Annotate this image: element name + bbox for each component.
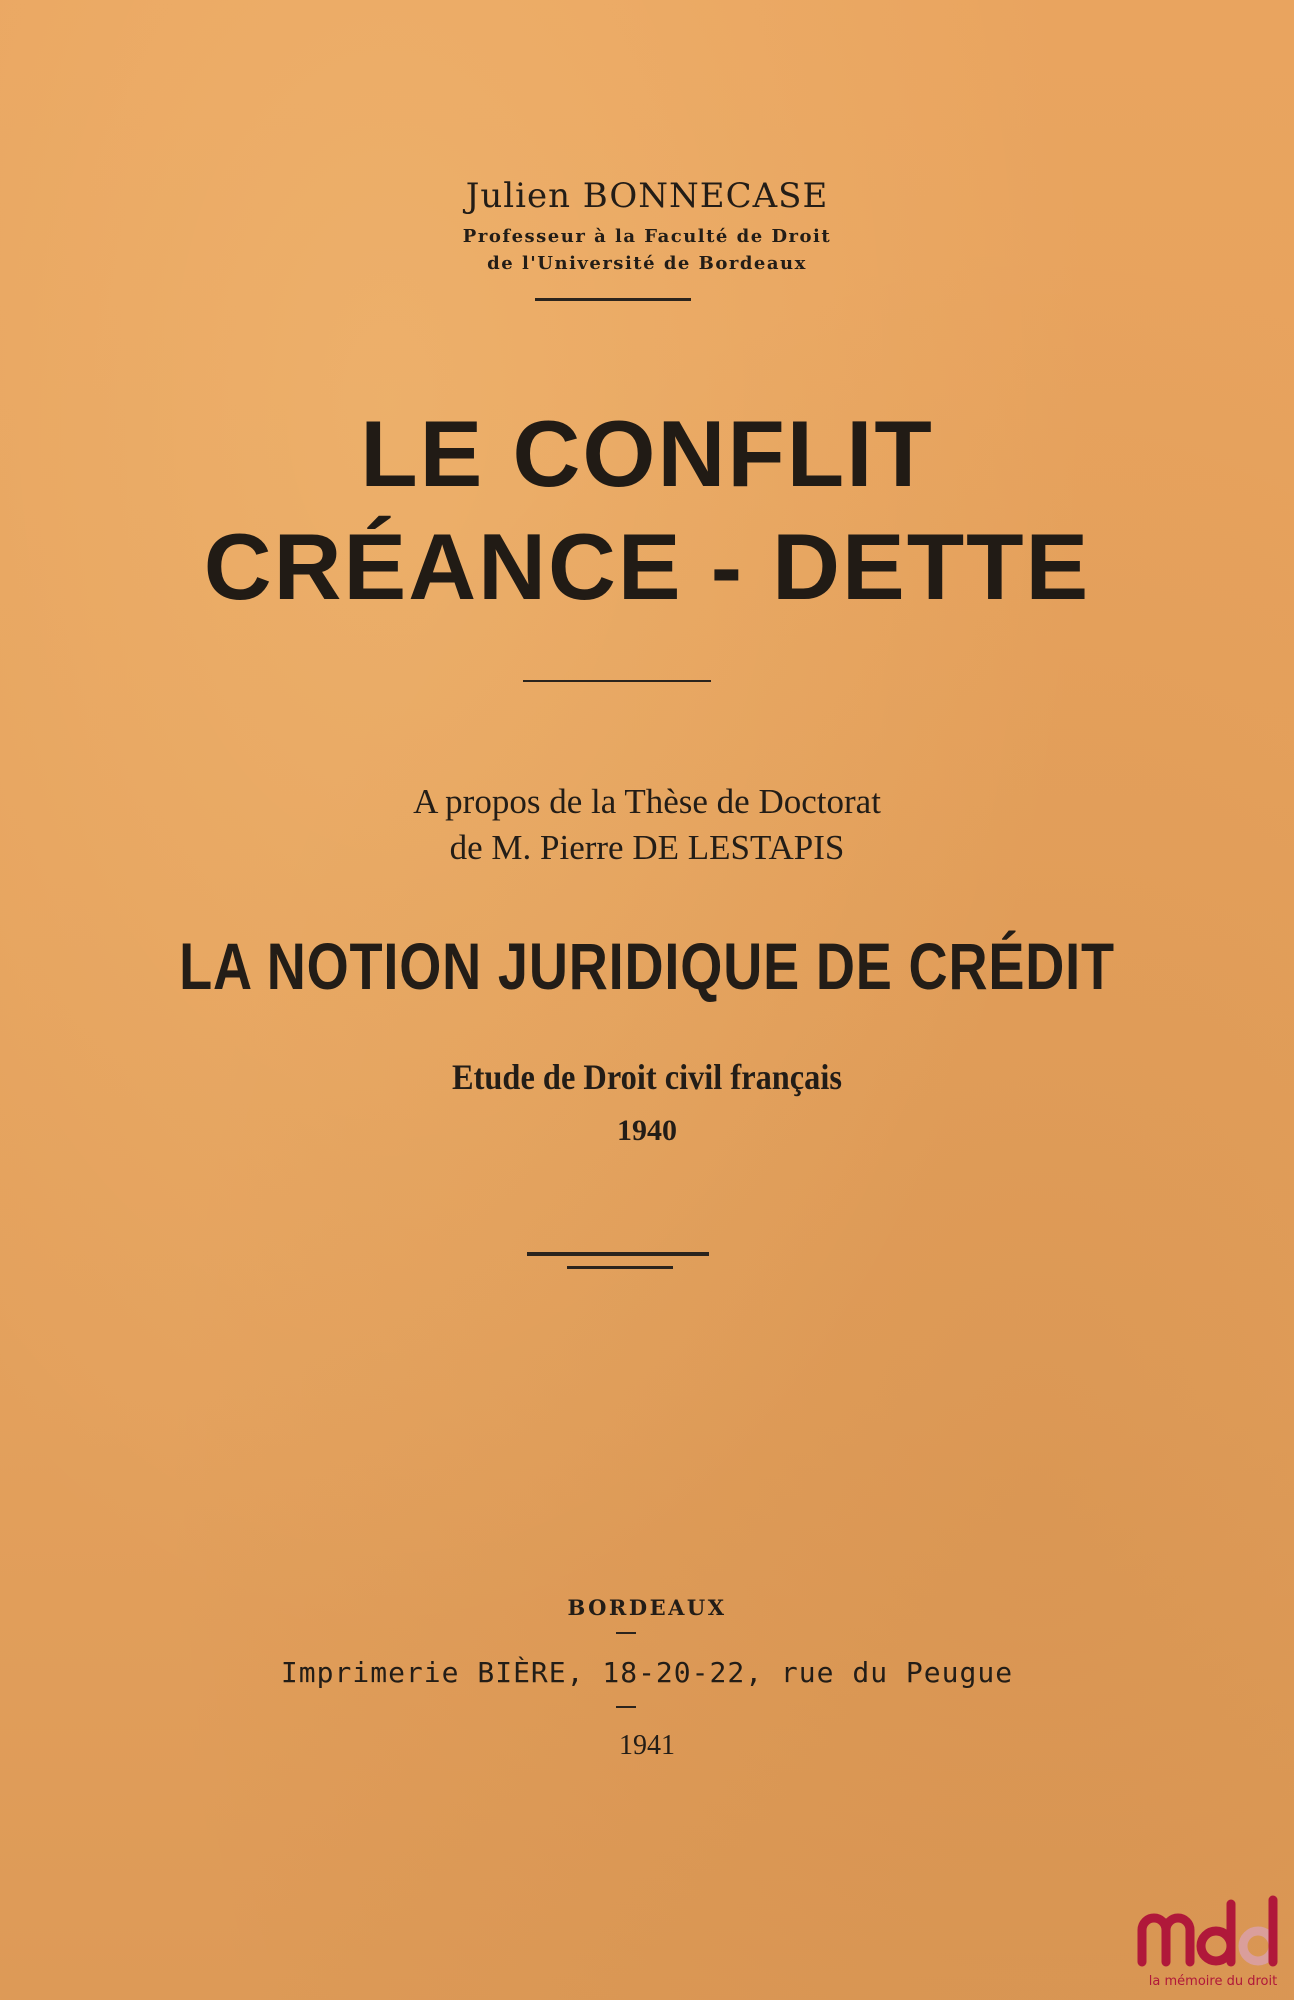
main-title-line-1: LE CONFLIT <box>360 401 934 506</box>
author-title-line-2: de l'Université de Bordeaux <box>487 253 807 274</box>
author-title-line-1: Professeur à la Faculté de Droit <box>462 226 832 247</box>
publisher-line: Imprimerie BIÈRE, 18-20-22, rue du Peugue <box>280 1656 1014 1689</box>
divider-rule <box>535 298 691 301</box>
mdd-logo <box>1132 1890 1292 2000</box>
separator-dash <box>616 1632 636 1634</box>
double-rule-top <box>527 1252 709 1256</box>
divider-rule <box>523 680 711 682</box>
main-title-line-2: CRÉANCE - DETTE <box>203 514 1091 619</box>
mdd-logo-icon <box>1134 1890 1294 1970</box>
mdd-caption: la mémoire du droit <box>1148 1974 1278 1989</box>
author-name: Julien BONNECASE <box>465 176 829 216</box>
thesis-year: 1940 <box>617 1114 677 1147</box>
thesis-subtitle: Etude de Droit civil français <box>452 1057 842 1097</box>
double-rule-bottom <box>567 1266 673 1269</box>
apropos-line-1: A propos de la Thèse de Doctorat <box>413 782 881 821</box>
publisher-city: BORDEAUX <box>567 1595 727 1620</box>
separator-dash <box>616 1706 636 1708</box>
publication-year: 1941 <box>619 1730 675 1761</box>
apropos-line-2: de M. Pierre DE LESTAPIS <box>449 828 845 867</box>
thesis-title: LA NOTION JURIDIQUE DE CRÉDIT <box>179 929 1115 1003</box>
